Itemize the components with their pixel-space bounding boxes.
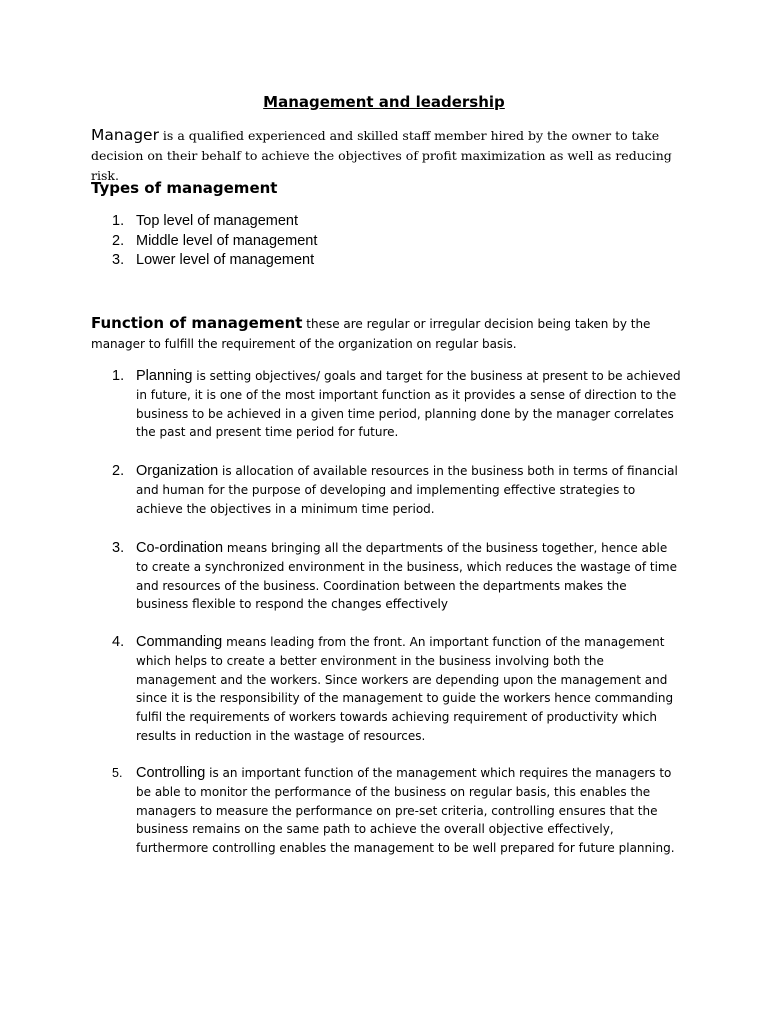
list-item (112, 251, 317, 271)
function-term: Organization (136, 463, 219, 479)
list-item-label: Middle level of management (136, 232, 318, 249)
list-item (112, 232, 317, 252)
list-number: 5. (112, 766, 123, 780)
list-number: 2. (112, 232, 125, 249)
intro-text: is a qualified experienced and skilled staff member hired by the owner to take decision on their behalf to achieve the objectives of profit maximization as well as reducing risk. (91, 128, 672, 183)
function-text: is allocation of available resources in the business both in terms of financial and human for the purpose of developing and implementing effective strategies to achieve the objectives in a minimum time period. (136, 464, 678, 516)
list-number: 3. (112, 540, 125, 556)
list-item-label: Top level of management (136, 213, 299, 229)
types-heading: Types of management (91, 179, 278, 197)
function-term: Commanding (136, 634, 223, 650)
intro-lead-term: Manager (91, 126, 159, 144)
functions-intro-text: these are regular or irregular decision being taken by the manager to fulfill the requirement of the organization on regular basis. (91, 317, 651, 351)
function-body (136, 462, 682, 518)
function-text: means leading from the front. An important function of the management which helps to create a better environment in the business involving both the management and the workers. Since workers are depending upon the management and since it is the responsibility of the management to guide the workers hence commanding fulfil the requirements of workers towards achieving requirement of productivity which results in reduction in the wastage of resources. (136, 635, 674, 743)
functions-intro-paragraph (91, 313, 671, 354)
functions-heading: Function of management (91, 314, 303, 332)
function-body (136, 764, 682, 858)
function-item-planning (112, 367, 682, 442)
list-number: 3. (112, 252, 125, 268)
list-number: 4. (112, 634, 125, 650)
function-term: Co-ordination (136, 540, 224, 556)
function-item-organization (112, 462, 682, 518)
function-body (136, 633, 682, 746)
function-item-coordination (112, 539, 682, 614)
intro-paragraph (91, 125, 691, 186)
function-body (136, 367, 682, 442)
function-text: is an important function of the management which requires the managers to be able to monitor the performance of the business on regular basis, this enables the managers to measure the performance on pre-set criteria, controlling ensures that the business remains on the same path to achieve the overall objective effectively, furthermore controlling enables the management to be well prepared for future planning. (136, 766, 675, 856)
list-item (112, 212, 317, 232)
list-item-label: Lower level of management (136, 252, 315, 268)
list-number: 1. (112, 368, 125, 384)
function-text: is setting objectives/ goals and target for the business at present to be achieved in future, it is one of the most important function as it provides a sense of direction to the business to be achieved in a given time period, planning done by the manager correlates the past and present time period for future. (136, 369, 681, 440)
function-term: Planning (136, 368, 193, 384)
function-term: Controlling (136, 765, 206, 781)
function-text: means bringing all the departments of the business together, hence able to create a synchronized environment in the business, which reduces the wastage of time and resources of the business. Coordination between the departments makes the business flexible to respond the changes effectively (136, 541, 677, 612)
types-list (112, 212, 317, 271)
list-number: 1. (112, 213, 125, 229)
function-item-controlling (112, 764, 682, 858)
function-item-commanding (112, 633, 682, 746)
document-title: Management and leadership (263, 93, 505, 111)
function-body (136, 539, 682, 614)
list-number: 2. (112, 463, 125, 479)
